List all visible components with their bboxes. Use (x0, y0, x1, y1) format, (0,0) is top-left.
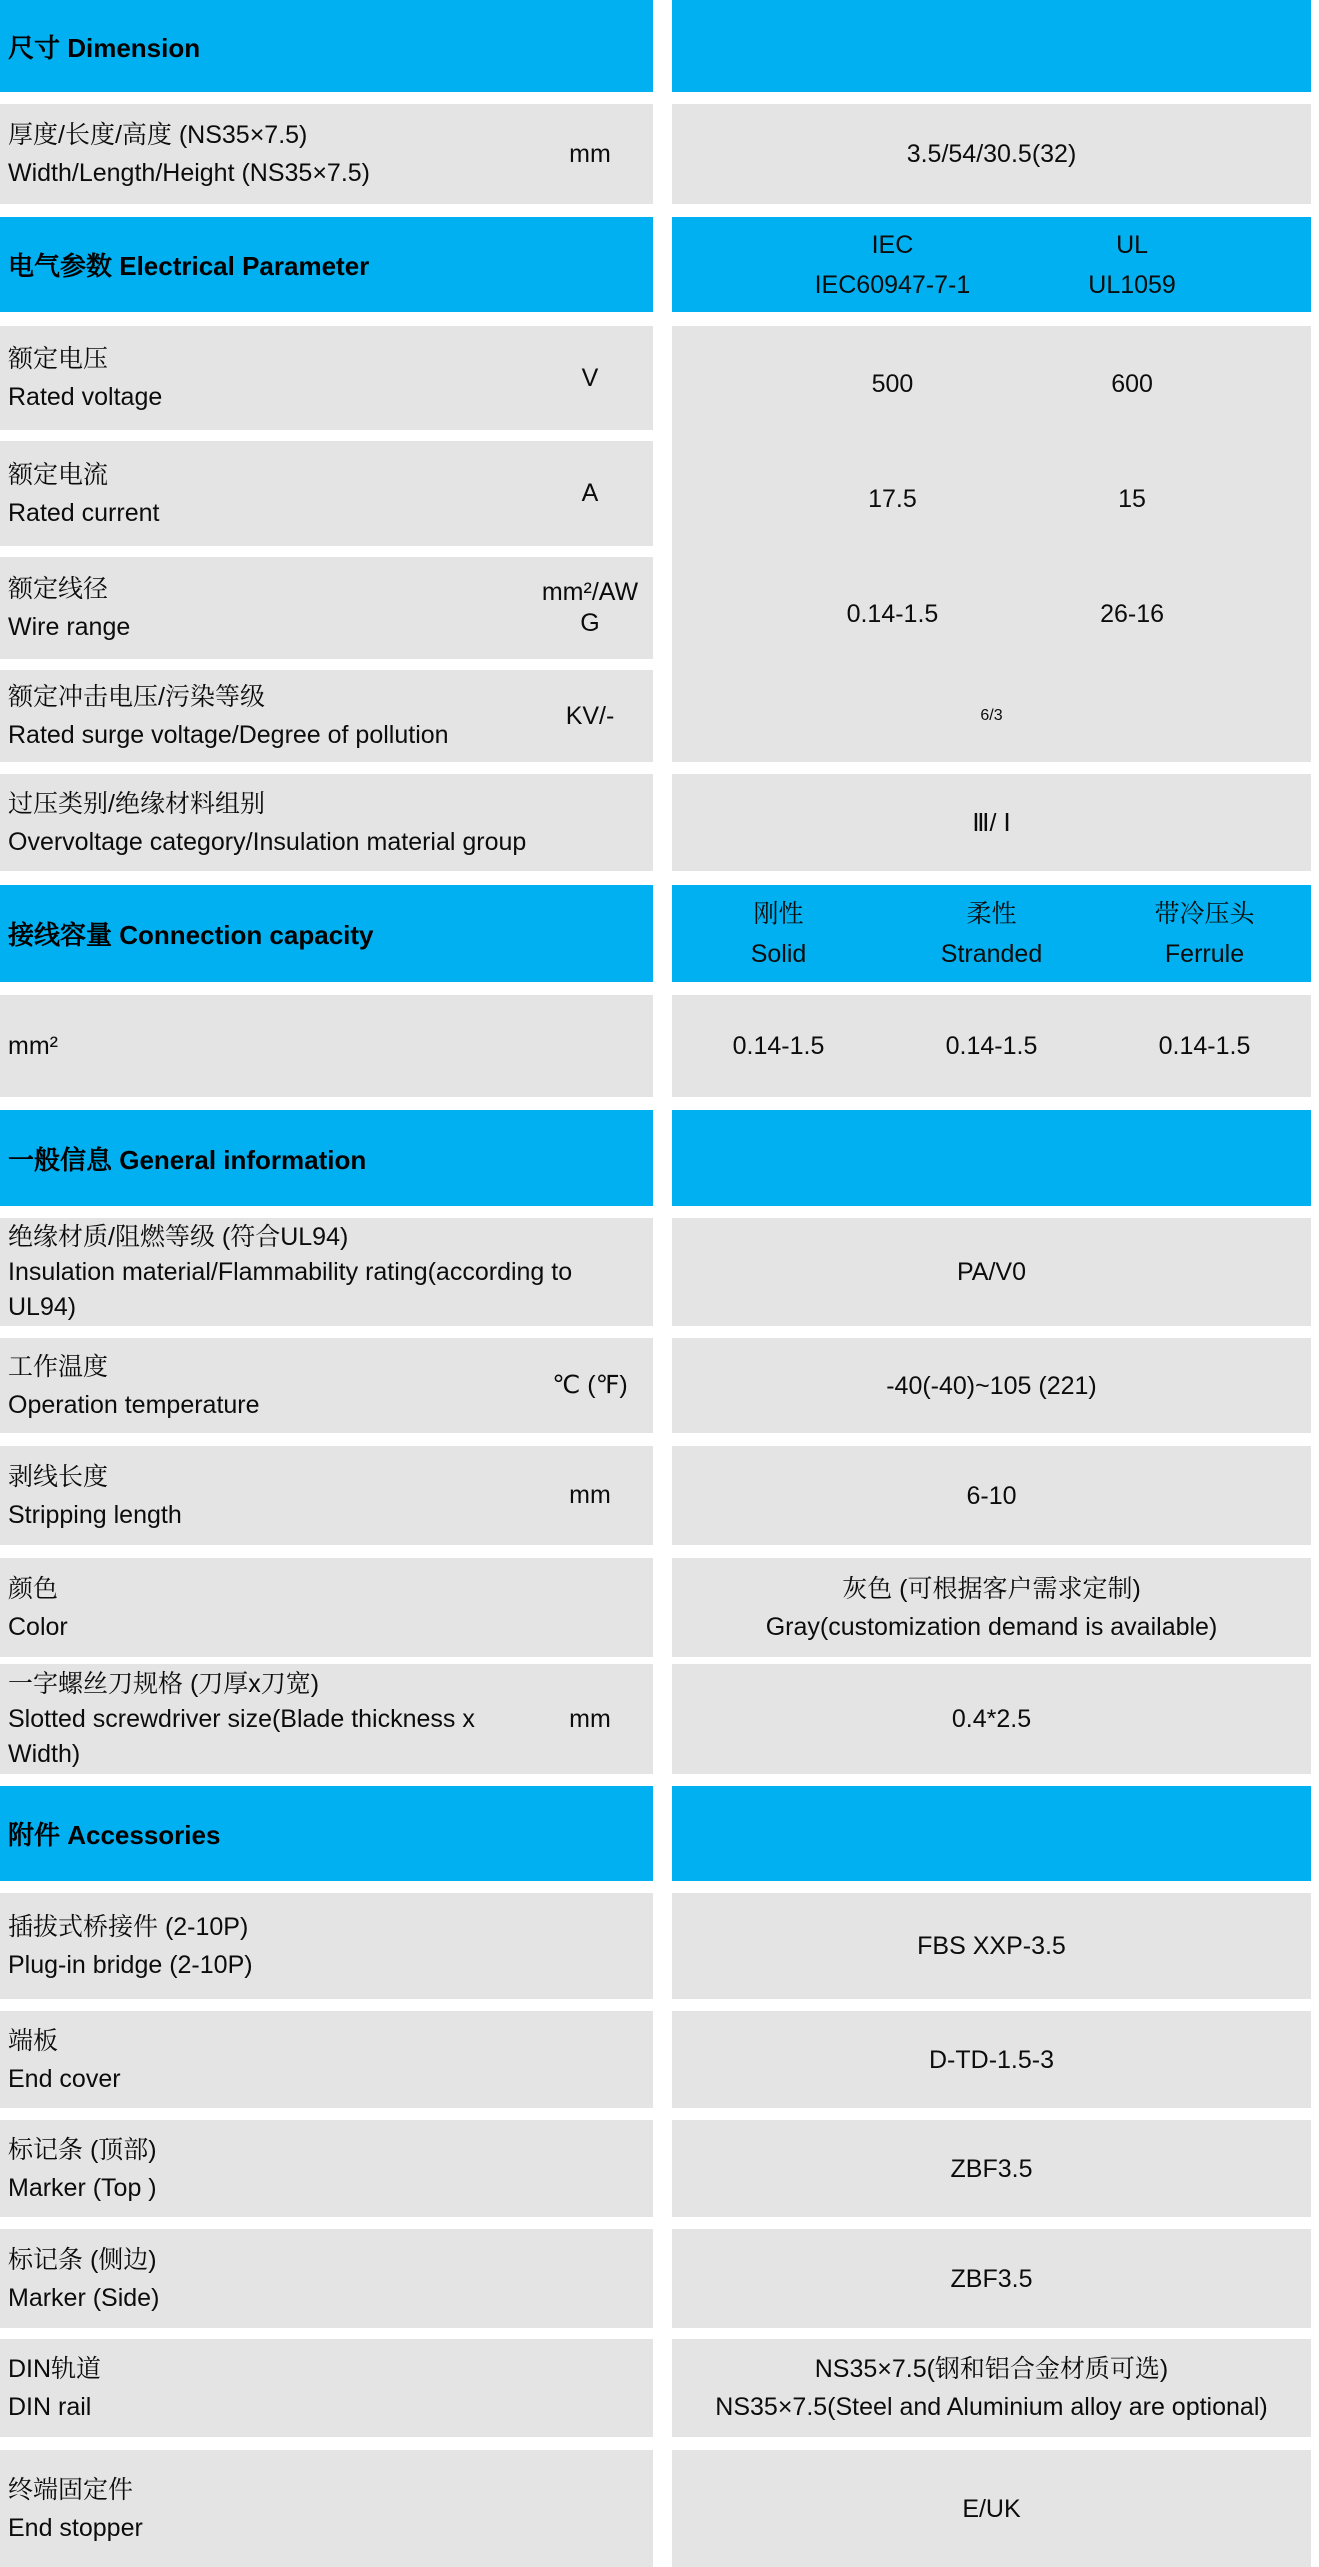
section-header-connection-columns (672, 885, 1311, 982)
row-color-label (0, 1558, 653, 1657)
row-stripping-value (672, 1446, 1311, 1545)
value-iec: 17.5 (868, 485, 917, 513)
label-zh: 厚度/长度/高度 (NS35×7.5) (8, 121, 308, 149)
value-zh: 灰色 (可根据客户需求定制) (842, 1574, 1141, 1603)
row-insulation-value (672, 1218, 1311, 1326)
label-zh: 颜色 (8, 1574, 59, 1603)
label-en: Insulation material/Flammability rating(according to UL94) (8, 1257, 573, 1321)
column-header-ul-line2: UL1059 (1088, 270, 1176, 299)
value-zh: NS35×7.5(钢和铝合金材质可选) (814, 2355, 1169, 2383)
row-marker-top-label (0, 2120, 653, 2217)
row-dinrail-value (672, 2339, 1311, 2437)
label-en: Plug-in bridge (2-10P) (8, 1951, 253, 1979)
row-size-value (672, 104, 1311, 204)
label-en: Overvoltage category/Insulation material group (8, 827, 527, 856)
value-cell: Ⅲ/ Ⅰ (972, 808, 1011, 837)
label-zh: 剥线长度 (8, 1462, 109, 1491)
value-iec: 500 (871, 369, 914, 398)
label-zh: 端板 (8, 2026, 59, 2055)
row-screwdriver-value (672, 1664, 1311, 1774)
label-unit: mm² (8, 1032, 58, 1060)
column-header-ul-line1: UL (1116, 230, 1149, 259)
row-temperature-label (0, 1338, 653, 1433)
label-en: Rated current (8, 498, 160, 527)
section-title: 一般信息 General information (8, 1144, 367, 1175)
label-en: DIN rail (8, 2393, 92, 2421)
section-header-general (0, 1110, 653, 1206)
unit-cell: mm (569, 1704, 611, 1733)
value-ul: 15 (1118, 485, 1146, 513)
value-cell: 0.4*2.5 (951, 1705, 1032, 1733)
value-solid: 0.14-1.5 (732, 1032, 825, 1060)
column-header-stranded-en: Stranded (940, 939, 1043, 968)
value-cell: ZBF3.5 (950, 2264, 1033, 2293)
row-capacity-label (0, 995, 653, 1097)
label-zh: 插拔式桥接件 (2-10P) (8, 1913, 249, 1941)
label-en: End stopper (8, 2513, 143, 2542)
label-en: Rated surge voltage/Degree of pollution (8, 721, 449, 749)
label-zh: 额定线径 (8, 575, 109, 603)
value-cell: PA/V0 (956, 1258, 1027, 1286)
value-cell: 3.5/54/30.5(32) (906, 140, 1077, 168)
label-zh: 一字螺丝刀规格 (刀厚x刀宽) (8, 1669, 320, 1698)
section-header-connection (0, 885, 653, 982)
row-overvoltage-label (0, 774, 653, 871)
label-zh: 标记条 (顶部) (8, 2135, 157, 2164)
row-marker-side-label (0, 2229, 653, 2328)
row-wire-range-label (0, 557, 653, 659)
unit-cell: ℃ (℉) (552, 1371, 628, 1399)
unit-cell: mm²/AWG (541, 578, 639, 637)
value-cell: D-TD-1.5-3 (928, 2045, 1054, 2074)
column-header-ferrule-en: Ferrule (1164, 939, 1245, 968)
section-header-dimension (0, 0, 653, 92)
label-zh: DIN轨道 (8, 2355, 102, 2383)
row-endcover-label (0, 2011, 653, 2108)
row-voltage-label (0, 326, 653, 430)
column-header-ul (1030, 225, 1234, 305)
label-en: Operation temperature (8, 1390, 260, 1419)
section-title: 接线容量 Connection capacity (8, 920, 374, 950)
column-header-iec-line1: IEC (871, 230, 914, 259)
column-header-solid-zh: 刚性 (753, 899, 804, 928)
row-current-value (672, 441, 1311, 557)
unit-cell: V (581, 363, 599, 392)
section-header-accessories-value-band (672, 1786, 1311, 1881)
row-stripping-label (0, 1446, 653, 1545)
row-current-label (0, 441, 653, 546)
row-temperature-value (672, 1338, 1311, 1433)
column-header-ferrule-zh: 带冷压头 (1154, 899, 1255, 928)
electrical-values-band (672, 326, 1311, 762)
label-en: Width/Length/Height (NS35×7.5) (8, 159, 371, 187)
row-bridge-value (672, 1893, 1311, 1999)
row-endstopper-value (672, 2450, 1311, 2567)
row-overvoltage-value (672, 774, 1311, 871)
column-header-stranded (885, 894, 1098, 974)
value-ul: 600 (1111, 369, 1153, 398)
value-cell: E/UK (962, 2494, 1021, 2523)
label-zh: 过压类别/绝缘材料组别 (8, 789, 265, 818)
label-zh: 终端固定件 (8, 2475, 134, 2504)
row-marker-top-value (672, 2120, 1311, 2217)
value-iec: 0.14-1.5 (846, 599, 939, 628)
value-cell: 6-10 (966, 1481, 1017, 1510)
column-header-ferrule (1098, 894, 1311, 974)
row-capacity-values (672, 995, 1311, 1097)
value-cell: -40(-40)~105 (221) (886, 1371, 1097, 1400)
label-en: Color (8, 1612, 68, 1641)
row-bridge-label (0, 1893, 653, 1999)
unit-cell: mm (569, 139, 611, 168)
label-zh: 额定冲击电压/污染等级 (8, 683, 265, 711)
label-en: End cover (8, 2064, 121, 2093)
section-header-accessories (0, 1786, 653, 1881)
row-endstopper-label (0, 2450, 653, 2567)
section-title: 尺寸 Dimension (8, 32, 201, 63)
label-en: Marker (Side) (8, 2283, 160, 2312)
column-header-stranded-zh: 柔性 (966, 899, 1017, 928)
unit-cell: KV/- (565, 701, 615, 730)
value-cell: ZBF3.5 (950, 2154, 1033, 2183)
value-cell: FBS XXP-3.5 (917, 1932, 1066, 1960)
value-ferrule: 0.14-1.5 (1158, 1032, 1251, 1060)
label-en: Wire range (8, 613, 131, 641)
row-wire-range-value (672, 557, 1311, 670)
label-zh: 工作温度 (8, 1352, 109, 1381)
column-header-iec-line2: IEC60947-7-1 (814, 270, 971, 299)
section-title: 电气参数 Electrical Parameter (8, 251, 370, 281)
label-en: Slotted screwdriver size(Blade thickness x Width) (8, 1704, 475, 1768)
value-en: NS35×7.5(Steel and Aluminium alloy are optional) (715, 2393, 1268, 2421)
column-header-solid-en: Solid (750, 939, 807, 968)
row-marker-side-value (672, 2229, 1311, 2328)
label-zh: 绝缘材质/阻燃等级 (符合UL94) (8, 1222, 349, 1251)
label-zh: 额定电流 (8, 460, 109, 489)
section-header-general-value-band (672, 1110, 1311, 1206)
label-en: Stripping length (8, 1500, 182, 1529)
section-title: 附件 Accessories (8, 1820, 221, 1850)
label-zh: 标记条 (侧边) (8, 2245, 157, 2274)
value-cell: 6/3 (980, 707, 1003, 724)
unit-cell: A (581, 479, 599, 507)
value-stranded: 0.14-1.5 (945, 1032, 1038, 1060)
row-surge-voltage-value (672, 670, 1311, 762)
row-insulation-label (0, 1218, 653, 1326)
label-en: Marker (Top ) (8, 2173, 157, 2202)
row-screwdriver-label (0, 1664, 653, 1774)
label-en: Rated voltage (8, 383, 163, 411)
row-endcover-value (672, 2011, 1311, 2108)
row-dinrail-label (0, 2339, 653, 2437)
section-header-electrical (0, 217, 653, 312)
value-en: Gray(customization demand is available) (765, 1612, 1218, 1641)
column-header-iec (755, 225, 1030, 305)
row-color-value (672, 1558, 1311, 1657)
row-surge-voltage-label (0, 670, 653, 762)
section-header-dimension-value-band (672, 0, 1311, 92)
column-header-solid (672, 894, 885, 974)
value-ul: 26-16 (1100, 599, 1165, 628)
label-zh: 额定电压 (8, 345, 109, 373)
unit-cell: mm (569, 1481, 611, 1509)
row-voltage-value (672, 326, 1311, 441)
row-size-label (0, 104, 653, 204)
section-header-electrical-columns (672, 217, 1311, 312)
